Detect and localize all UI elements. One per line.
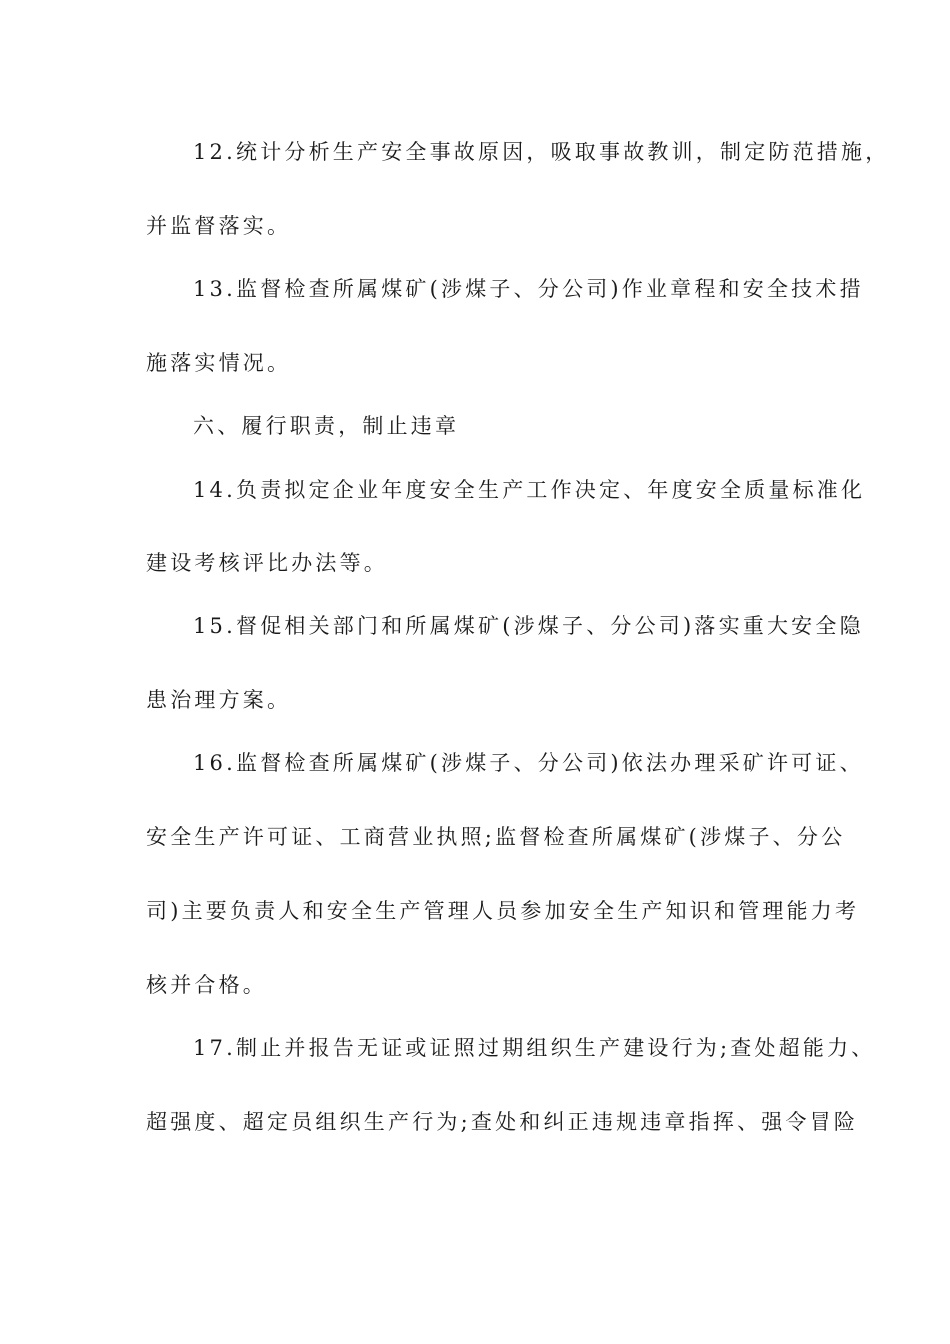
paragraph-16-line-1: 16.监督检查所属煤矿(涉煤子、分公司)依法办理采矿许可证、 xyxy=(193,751,864,775)
paragraph-17-line-1: 17.制止并报告无证或证照过期组织生产建设行为;查处超能力、 xyxy=(193,1036,876,1060)
paragraph-15-line-1: 15.督促相关部门和所属煤矿(涉煤子、分公司)落实重大安全隐 xyxy=(193,614,864,638)
paragraph-15-line-2: 患治理方案。 xyxy=(146,688,292,712)
paragraph-12-line-2: 并监督落实。 xyxy=(146,214,292,238)
section-heading-six: 六、履行职责，制止违章 xyxy=(193,414,460,438)
paragraph-14-line-2: 建设考核评比办法等。 xyxy=(146,551,388,575)
paragraph-12-line-1: 12.统计分析生产安全事故原因，吸取事故教训，制定防范措施， xyxy=(193,140,890,164)
paragraph-13-line-2: 施落实情况。 xyxy=(146,351,292,375)
paragraph-16-line-2: 安全生产许可证、工商营业执照;监督检查所属煤矿(涉煤子、分公 xyxy=(146,825,846,849)
paragraph-17-line-2: 超强度、超定员组织生产行为;查处和纠正违规违章指挥、强令冒险 xyxy=(146,1110,859,1134)
paragraph-14-line-1: 14.负责拟定企业年度安全生产工作决定、年度安全质量标准化 xyxy=(193,478,866,502)
paragraph-13-line-1: 13.监督检查所属煤矿(涉煤子、分公司)作业章程和安全技术措 xyxy=(193,277,864,301)
paragraph-16-line-4: 核并合格。 xyxy=(146,973,267,997)
paragraph-16-line-3: 司)主要负责人和安全生产管理人员参加安全生产知识和管理能力考 xyxy=(146,899,860,923)
